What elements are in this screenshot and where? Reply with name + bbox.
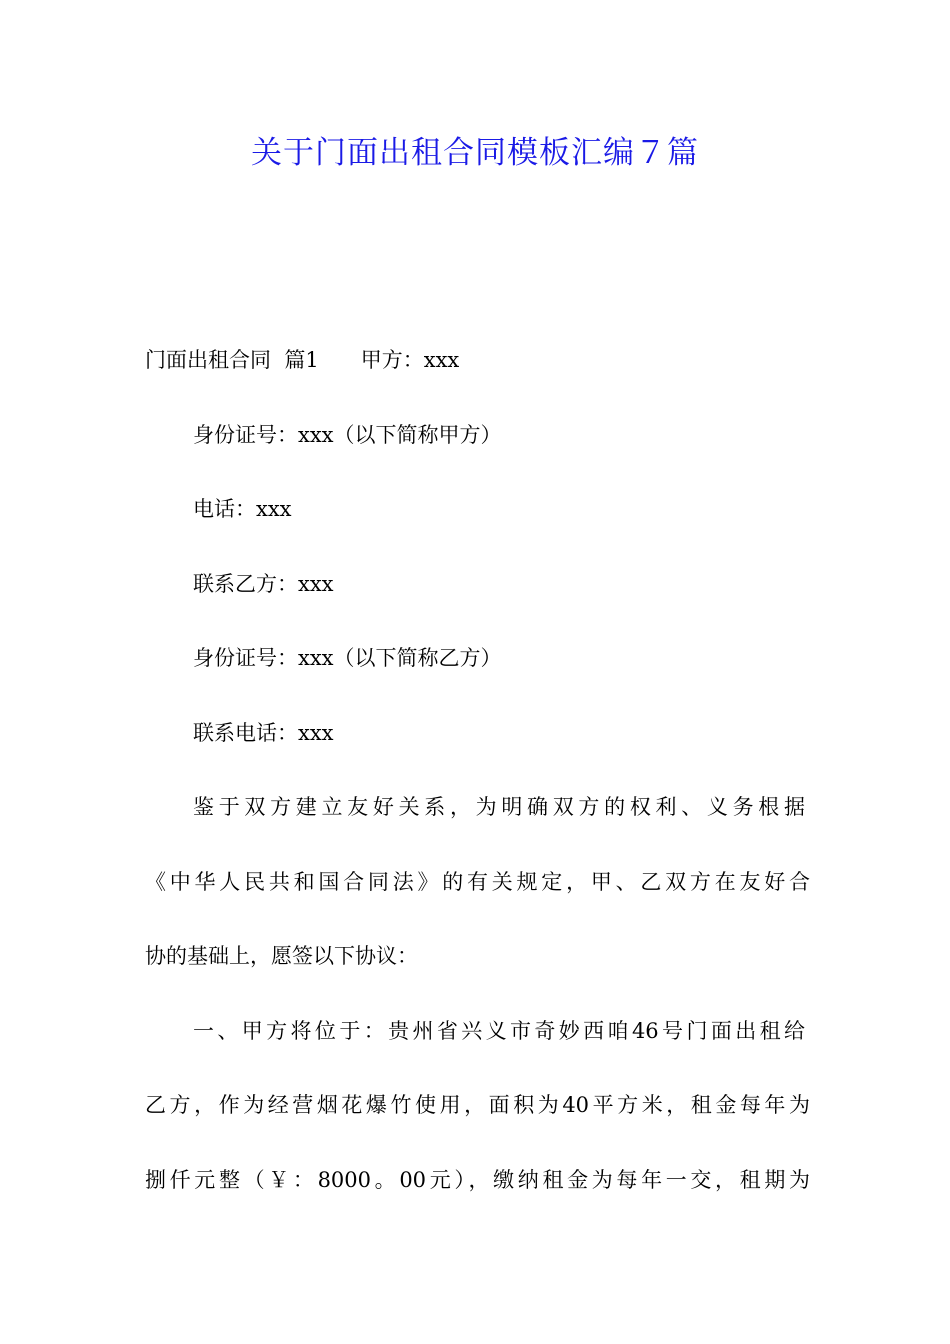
- contract-piece-number: 篇1: [284, 348, 319, 372]
- clause-1-line-3: 捌仟元整（￥：8000。00元），缴纳租金为每年一交，租期为: [145, 1168, 810, 1192]
- preamble-line-1: 鉴于双方建立友好关系，为明确双方的权利、义务根据: [193, 795, 805, 819]
- preamble-line-2: 《中华人民共和国合同法》的有关规定，甲、乙双方在友好合: [145, 870, 810, 894]
- party-b-phone: 联系电话：xxx: [193, 721, 334, 745]
- contract-heading-line: [145, 345, 810, 375]
- contract-section-title: 门面出租合同: [145, 348, 271, 372]
- page-title: 关于门面出租合同模板汇编７篇: [251, 135, 699, 171]
- party-a-phone: 电话：xxx: [193, 497, 292, 521]
- party-b-id-number: 身份证号：xxx（以下简称乙方）: [193, 646, 502, 670]
- party-b-name: 联系乙方：xxx: [193, 572, 334, 596]
- preamble-line-3: 协的基础上，愿签以下协议：: [145, 944, 418, 968]
- clause-1-line-1: 一、甲方将位于：贵州省兴义市奇妙西咱46号门面出租给: [193, 1019, 805, 1043]
- party-a-id-number: 身份证号：xxx（以下简称甲方）: [193, 423, 502, 447]
- party-a-name: 甲方：xxx: [360, 348, 460, 372]
- clause-1-line-2: 乙方，作为经营烟花爆竹使用，面积为40平方米，租金每年为: [145, 1093, 810, 1117]
